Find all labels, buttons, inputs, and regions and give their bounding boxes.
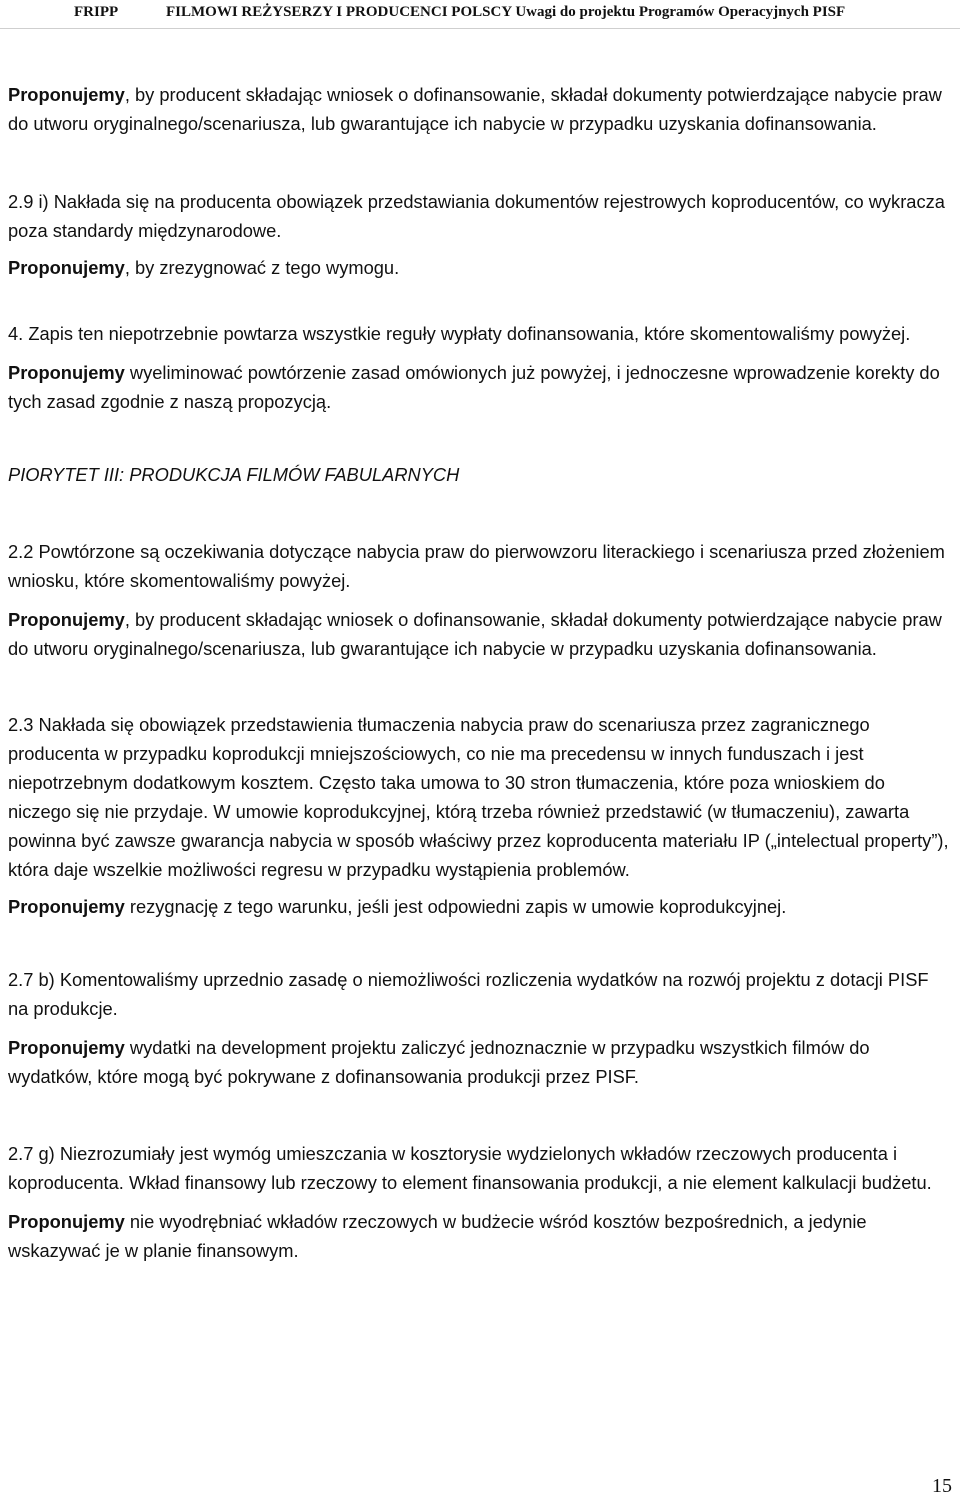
proposal-lead: Proponujemy bbox=[8, 896, 125, 917]
paragraph-text: wydatki na development projektu zaliczyć jednoznacznie w przypadku wszystkich filmów do wydatków, które mogą być pokrywane z dofinansowania produkcji przez PISF. bbox=[8, 1037, 870, 1087]
paragraph-text: rezygnację z tego warunku, jeśli jest odpowiedni zapis w umowie koprodukcyjnej. bbox=[124, 896, 787, 917]
header-title: FILMOWI REŻYSERZY I PRODUCENCI POLSCY Uwagi do projektu Programów Operacyjnych PISF bbox=[166, 4, 846, 20]
paragraph-2-9-i bbox=[8, 187, 952, 245]
paragraph-proposal-rights-2 bbox=[8, 605, 952, 663]
proposal-lead: Proponujemy bbox=[8, 257, 125, 278]
paragraph-text: 2.3 Nakłada się obowiązek przedstawienia tłumaczenia nabycia praw do scenariusza przez zagranicznego producenta w przypadku koprodukcji mniejszościowych, co nie ma precedensu w innych funduszach i jest niepotrzebnym dodatkowym kosztem. Często taka umowa to 30 stron tłumaczenia, które poza wnioskiem do niczego się nie przydaje. W umowie koprodukcyjnej, którą trzeba również przedstawić (w tłumaczeniu), zawarta powinna być zawsze gwarancja nabycia w sposób właściwy przez koproducenta materiału IP („intelectual property”), która daje wszelkie możliwości regresu w przypadku wystąpienia problemów. bbox=[8, 714, 949, 880]
paragraph-proposal-rights bbox=[8, 80, 952, 138]
paragraph-text: , by zrezygnować z tego wymogu. bbox=[124, 257, 400, 278]
paragraph-text: , by producent składając wniosek o dofinansowanie, składał dokumenty potwierdzające nabycie praw do utworu oryginalnego/scenariusza, lub gwarantujące ich nabycie w przypadku uzyskania dofinansowania. bbox=[8, 609, 942, 659]
paragraph-4 bbox=[8, 319, 952, 348]
paragraph-text: 2.7 g) Niezrozumiały jest wymóg umieszczania w kosztorysie wydzielonych wkładów rzeczowych producenta i koproducenta. Wkład finansowy lub rzeczowy to element finansowania produkcji, a nie element kalkulacji budżetu. bbox=[8, 1143, 932, 1193]
paragraph-text: 2.7 b) Komentowaliśmy uprzednio zasadę o niemożliwości rozliczenia wydatków na rozwój projektu z dotacji PISF na produkcje. bbox=[8, 969, 929, 1019]
paragraph-text: wyeliminować powtórzenie zasad omówionych już powyżej, i jednoczesne wprowadzenie korekty do tych zasad zgodnie z naszą propozycją. bbox=[8, 362, 940, 412]
paragraph-text: , by producent składając wniosek o dofinansowanie, składał dokumenty potwierdzające nabycie praw do utworu oryginalnego/scenariusza, lub gwarantujące ich nabycie w przypadku uzyskania dofinansowania. bbox=[8, 84, 942, 134]
paragraph-proposal-resign bbox=[8, 892, 952, 921]
paragraph-proposal-in-kind bbox=[8, 1207, 952, 1265]
paragraph-2-3 bbox=[8, 710, 952, 884]
proposal-lead: Proponujemy bbox=[8, 362, 125, 383]
paragraph-text: 4. Zapis ten niepotrzebnie powtarza wszystkie reguły wypłaty dofinansowania, które skomentowaliśmy powyżej. bbox=[8, 323, 911, 344]
proposal-lead: Proponujemy bbox=[8, 1037, 125, 1058]
header-rule bbox=[0, 28, 960, 29]
paragraph-text: 2.9 i) Nakłada się na producenta obowiązek przedstawiania dokumentów rejestrowych koproducentów, co wykracza poza standardy międzynarodowe. bbox=[8, 191, 945, 241]
proposal-lead: Proponujemy bbox=[8, 609, 125, 630]
paragraph-2-7-b bbox=[8, 965, 952, 1023]
document-body bbox=[8, 80, 952, 1265]
paragraph-proposal-development bbox=[8, 1033, 952, 1091]
page-number: 15 bbox=[932, 1475, 952, 1497]
header-organization: FRIPP bbox=[74, 4, 119, 20]
page-header bbox=[0, 0, 960, 24]
paragraph-text: nie wyodrębniać wkładów rzeczowych w budżecie wśród kosztów bezpośrednich, a jedynie wskazywać je w planie finansowym. bbox=[8, 1211, 867, 1261]
section-heading-text: PIORYTET III: PRODUKCJA FILMÓW FABULARNYCH bbox=[8, 464, 460, 485]
paragraph-proposal-waive bbox=[8, 253, 952, 282]
section-heading-priority-iii bbox=[8, 460, 952, 489]
proposal-lead: Proponujemy bbox=[8, 84, 125, 105]
proposal-lead: Proponujemy bbox=[8, 1211, 125, 1232]
paragraph-2-7-g bbox=[8, 1139, 952, 1197]
paragraph-text: 2.2 Powtórzone są oczekiwania dotyczące nabycia praw do pierwowzoru literackiego i scenariusza przed złożeniem wniosku, które skomentowaliśmy powyżej. bbox=[8, 541, 945, 591]
paragraph-proposal-eliminate bbox=[8, 358, 952, 416]
paragraph-2-2 bbox=[8, 537, 952, 595]
